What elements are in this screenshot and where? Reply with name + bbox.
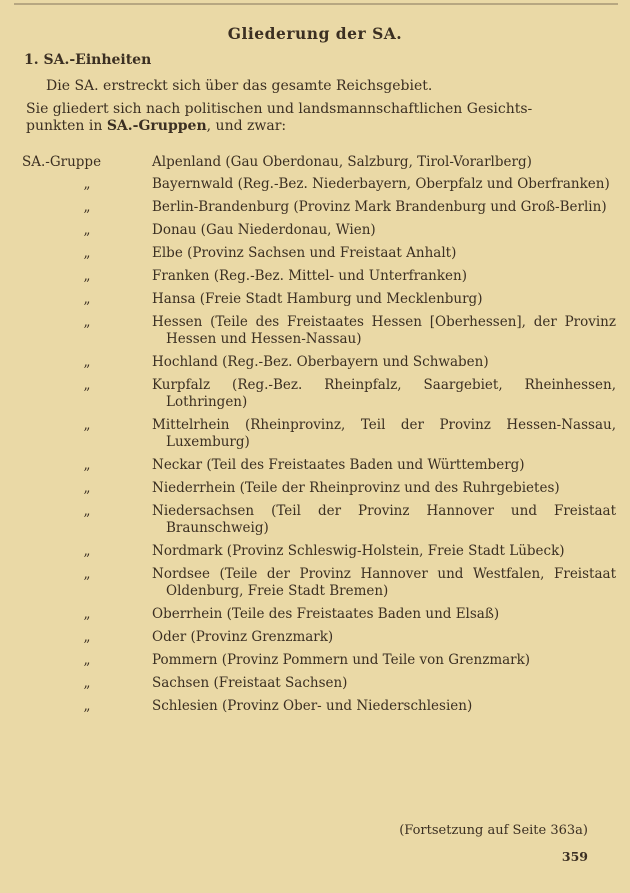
- group-row: [22, 268, 618, 285]
- group-entry: [152, 268, 618, 285]
- group-entry-text: Nordsee (Teile der Provinz Hannover und Westfalen, Freistaat Oldenburg, Freie Stadt Bremen): [152, 566, 616, 599]
- group-row: [22, 314, 618, 348]
- group-label: SA.-Gruppe: [22, 154, 102, 170]
- ditto-mark-text: „: [83, 222, 91, 238]
- ditto-mark: [22, 377, 152, 411]
- group-entry: [152, 543, 618, 560]
- group-entry: [152, 154, 618, 171]
- group-entry: [152, 675, 618, 692]
- group-entry: [152, 291, 618, 308]
- ditto-mark-text: „: [83, 176, 91, 192]
- ditto-mark-text: „: [83, 417, 91, 433]
- ditto-mark: [22, 291, 152, 308]
- ditto-mark-text: „: [83, 543, 91, 559]
- group-entry: [152, 377, 618, 411]
- group-row: [22, 199, 618, 216]
- ditto-mark: [22, 222, 152, 239]
- ditto-mark: [22, 503, 152, 537]
- ditto-mark-text: „: [83, 377, 91, 393]
- group-row: [22, 629, 618, 646]
- ditto-mark-text: „: [83, 675, 91, 691]
- group-row: [22, 698, 618, 715]
- group-entry: [152, 566, 618, 600]
- group-row: [22, 457, 618, 474]
- group-entry-text: Niederrhein (Teile der Rheinprovinz und des Ruhrgebietes): [152, 480, 560, 496]
- ditto-mark-text: „: [83, 268, 91, 284]
- ditto-mark: [22, 245, 152, 262]
- sa-group-list: [22, 154, 618, 721]
- group-row: [22, 566, 618, 600]
- ditto-mark: [22, 566, 152, 600]
- group-row: [22, 176, 618, 193]
- group-entry: [152, 314, 618, 348]
- group-entry-text: Neckar (Teil des Freistaates Baden und Württemberg): [152, 457, 525, 473]
- page-number: 359: [561, 849, 588, 864]
- group-entry-text: Nordmark (Provinz Schleswig-Holstein, Freie Stadt Lübeck): [152, 543, 565, 559]
- group-entry-text: Mittelrhein (Rheinprovinz, Teil der Provinz Hessen-Nassau, Luxemburg): [152, 417, 616, 450]
- ditto-mark: [22, 268, 152, 285]
- group-entry-text: Elbe (Provinz Sachsen und Freistaat Anhalt): [152, 245, 457, 261]
- group-entry-text: Schlesien (Provinz Ober- und Niederschlesien): [152, 698, 473, 714]
- group-entry: [152, 354, 618, 371]
- group-entry: [152, 652, 618, 669]
- ditto-mark-text: „: [83, 566, 91, 582]
- ditto-mark: [22, 314, 152, 348]
- ditto-mark: [22, 652, 152, 669]
- group-row: [22, 291, 618, 308]
- group-entry-text: Donau (Gau Niederdonau, Wien): [152, 222, 376, 238]
- ditto-mark: [22, 417, 152, 451]
- group-entry: [152, 503, 618, 537]
- ditto-mark-text: „: [83, 503, 91, 519]
- group-entry: [152, 606, 618, 623]
- ditto-mark-text: „: [83, 606, 91, 622]
- group-entry: [152, 245, 618, 262]
- intro-line-3-suffix: , und zwar:: [206, 118, 287, 134]
- intro-line-3-bold: SA.-Gruppen: [106, 118, 207, 134]
- ditto-mark-text: „: [83, 245, 91, 261]
- ditto-mark-text: „: [83, 457, 91, 473]
- group-entry: [152, 480, 618, 497]
- group-entry-text: Franken (Reg.-Bez. Mittel- und Unterfranken): [152, 268, 467, 284]
- group-entry-text: Alpenland (Gau Oberdonau, Salzburg, Tirol-Vorarlberg): [152, 154, 532, 170]
- ditto-mark-text: „: [83, 199, 91, 215]
- group-entry-text: Niedersachsen (Teil der Provinz Hannover und Freistaat Braunschweig): [152, 503, 616, 536]
- ditto-mark: [22, 606, 152, 623]
- ditto-mark: [22, 354, 152, 371]
- group-entry: [152, 222, 618, 239]
- group-entry: [152, 176, 618, 193]
- ditto-mark: [22, 199, 152, 216]
- page-title: Gliederung der SA.: [227, 24, 403, 43]
- group-row: [22, 480, 618, 497]
- group-entry-text: Hansa (Freie Stadt Hamburg und Mecklenburg): [152, 291, 483, 307]
- group-row: [22, 354, 618, 371]
- group-entry-text: Bayernwald (Reg.-Bez. Niederbayern, Oberpfalz und Oberfranken): [152, 176, 610, 192]
- group-entry: [152, 457, 618, 474]
- group-row: [22, 675, 618, 692]
- ditto-mark-text: „: [83, 354, 91, 370]
- ditto-mark: [22, 675, 152, 692]
- ditto-mark-text: „: [83, 480, 91, 496]
- ditto-mark-text: „: [83, 698, 91, 714]
- group-entry: [152, 417, 618, 451]
- group-row: [22, 417, 618, 451]
- ditto-mark-text: „: [83, 291, 91, 307]
- group-row: [22, 245, 618, 262]
- group-row: [22, 222, 618, 239]
- intro-paragraph-2: [26, 101, 616, 135]
- group-entry-text: Kurpfalz (Reg.-Bez. Rheinpfalz, Saargebiet, Rheinhessen, Lothringen): [152, 377, 616, 410]
- ditto-mark: [22, 176, 152, 193]
- group-row: [22, 154, 618, 171]
- ditto-mark: [22, 629, 152, 646]
- group-entry: [152, 629, 618, 646]
- group-row: [22, 606, 618, 623]
- intro-line-3-prefix: punkten in: [26, 118, 107, 134]
- group-entry-text: Pommern (Provinz Pommern und Teile von Grenzmark): [152, 652, 531, 668]
- group-entry-text: Hochland (Reg.-Bez. Oberbayern und Schwaben): [152, 354, 489, 370]
- ditto-mark: [22, 698, 152, 715]
- group-row: [22, 377, 618, 411]
- top-rule: [14, 3, 618, 5]
- ditto-mark: [22, 543, 152, 560]
- intro-line-3: [26, 118, 616, 135]
- ditto-mark: [22, 457, 152, 474]
- group-entry-text: Oder (Provinz Grenzmark): [152, 629, 334, 645]
- ditto-mark: [22, 480, 152, 497]
- group-entry-text: Sachsen (Freistaat Sachsen): [152, 675, 348, 691]
- group-row: [22, 503, 618, 537]
- intro-line-2: Sie gliedert sich nach politischen und landsmannschaftlichen Gesichts-: [26, 101, 533, 117]
- ditto-mark-text: „: [83, 652, 91, 668]
- group-entry: [152, 199, 618, 216]
- intro-paragraph-1: Die SA. erstreckt sich über das gesamte Reichsgebiet.: [46, 78, 433, 94]
- ditto-mark-text: „: [83, 629, 91, 645]
- continuation-note: (Fortsetzung auf Seite 363a): [399, 823, 588, 838]
- group-entry: [152, 698, 618, 715]
- group-entry-text: Hessen (Teile des Freistaates Hessen [Oberhessen], der Provinz Hessen und Hessen-Nassau): [152, 314, 616, 347]
- ditto-mark-text: „: [83, 314, 91, 330]
- group-entry-text: Berlin-Brandenburg (Provinz Mark Brandenburg und Groß-Berlin): [152, 199, 607, 215]
- group-entry-text: Oberrhein (Teile des Freistaates Baden und Elsaß): [152, 606, 500, 622]
- group-row: [22, 652, 618, 669]
- group-row: [22, 543, 618, 560]
- section-heading: 1. SA.-Einheiten: [24, 52, 152, 68]
